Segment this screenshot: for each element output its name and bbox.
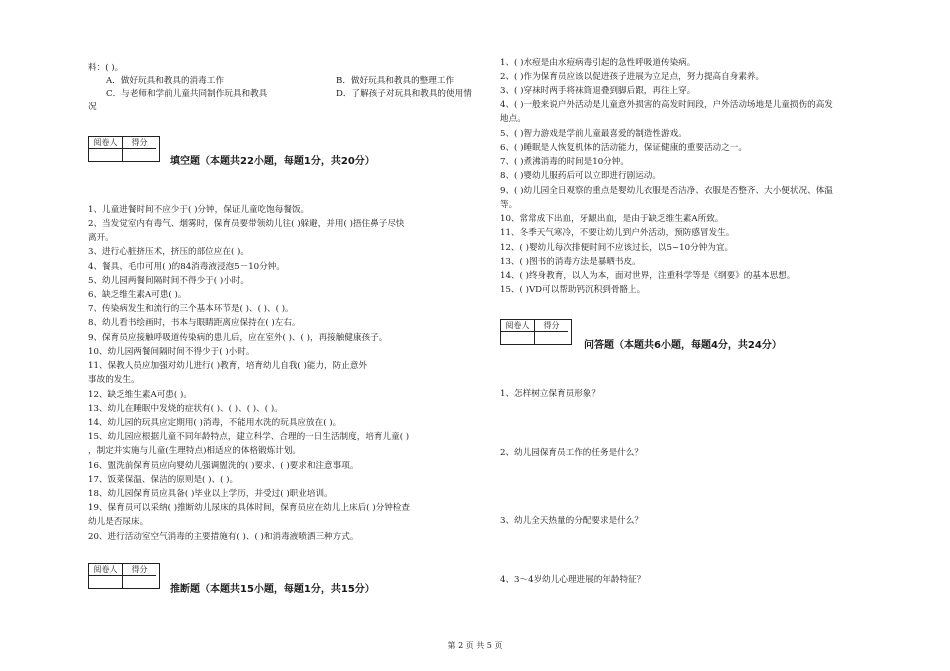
section-heading-judge: 推断题（本题共15小题，每题1分，共15分） — [170, 584, 375, 595]
fill-item: 14、幼儿园的玩具应定期用( )消毒，不能用水洗的玩具应放在( )。 — [88, 418, 342, 428]
qa-question: 2、幼儿园保育员工作的任务是什么？ — [500, 448, 643, 458]
score-box-qa — [500, 319, 572, 345]
fill-item: 15、幼儿园应根据儿童不同年龄特点，建立科学、合理的一日生活制度，培育儿童( ) — [88, 432, 410, 442]
score-label: 得分 — [123, 564, 156, 576]
score-label: 得分 — [535, 320, 568, 332]
fill-item: 16、盥洗前保育员应向婴幼儿强调盥洗的( )要求、( )要求和注意事项。 — [88, 461, 359, 471]
judge-item: 10、常常成下出血，牙龈出血，是由于缺乏维生素A所致。 — [500, 214, 724, 224]
score-box-judge — [88, 563, 160, 589]
fill-item: 17、饭菜保温、保洁的原则是( )、( )。 — [88, 475, 239, 485]
judge-item: 15、( )VD可以帮助钙沉积到骨骼上。 — [500, 285, 646, 295]
intro-line-5: 况 — [88, 102, 97, 112]
grader-label: 阅卷人 — [89, 564, 122, 576]
page-number: 第 2 页 共 5 页 — [447, 641, 503, 650]
fill-item: 19、保育员可以采纳( )推断幼儿尿床的具体时间，保育员应在幼儿上床后( )分钟检查 — [88, 503, 410, 513]
fill-item: 11、保教人员应加强对幼儿进行( )教育，培育幼儿自我( )能力，防止意外 — [88, 361, 368, 371]
judge-item: 14、( )终身教育，以人为本，面对世界，注重科学等是《纲要》的基本思想。 — [500, 271, 796, 281]
fill-item: 8、幼儿看书绘画时，书本与眼睛距离应保持在( )左右。 — [88, 318, 301, 328]
judge-item: 11、冬季天气寒冷，不要让幼儿到户外活动，预防感冒发生。 — [500, 228, 735, 238]
intro-line-0: 料：( )。 — [88, 63, 124, 73]
judge-item-cont: 地点。 — [500, 114, 526, 124]
judge-item: 6、( )睡眠是人恢复机体的活动能力，保证健康的重要活动之一。 — [500, 143, 747, 153]
judge-item: 5、( )智力游戏是学前儿童最喜爱的制造性游戏。 — [500, 129, 687, 139]
judge-item: 12、( )婴幼儿每次排便时间不应该过长，以5~10分钟为宜。 — [500, 243, 734, 253]
fill-item: 6、缺乏维生素A可患( )。 — [88, 290, 187, 300]
fill-item: 2、当发觉室内有毒气、烟雾时，保育员要带领幼儿往( )躲避，并用( )捂住鼻子尽快 — [88, 219, 405, 229]
section-heading-qa: 问答题（本题共6小题，每题4分，共24分） — [584, 340, 782, 351]
fill-item: 18、幼儿园保育员应具备( )毕业以上学历，并受过( )职业培训。 — [88, 489, 333, 499]
fill-item-cont: 离开。 — [88, 233, 114, 243]
option-d: D．了解孩子对玩具和教具的使用情 — [336, 89, 472, 99]
judge-item: 4、( )一般来说户外活动是儿童意外损害的高发时间段，户外活动场地是儿童损伤的高发 — [500, 100, 833, 110]
score-box-fill — [88, 136, 160, 162]
qa-question: 3、幼儿全天热量的分配要求是什么？ — [500, 516, 643, 526]
fill-item: 7、传染病发生和流行的三个基本环节是( )、( )、( )。 — [88, 304, 294, 314]
judge-item: 13、( )图书的消毒方法是暴晒书皮。 — [500, 257, 641, 267]
option-c: C．与老师和学前儿童共同制作玩具和教具 — [106, 89, 268, 99]
fill-item: 5、幼儿园两餐间隔时间不得少于( )小时。 — [88, 276, 249, 286]
judge-item-cont: 等。 — [500, 200, 518, 210]
judge-item: 2、( )作为保育员应该以促进孩子进展为立足点，努力提高自身素养。 — [500, 72, 765, 82]
judge-item: 1、( )水痘是由水痘病毒引起的急性呼吸道传染病。 — [500, 58, 696, 68]
qa-question: 1、怎样树立保育员形象？ — [500, 389, 600, 399]
fill-item: 20、进行活动室空气消毒的主要措施有( )、( )和消毒液喷洒三种方式。 — [88, 532, 359, 542]
fill-item-cont: 事故的发生。 — [88, 375, 140, 385]
option-b: B．做好玩具和教具的整理工作 — [336, 76, 455, 86]
fill-item: 3、进行心脏挤压术，挤压的部位应在( )。 — [88, 247, 249, 257]
section-heading-fill: 填空题（本题共22小题，每题1分，共20分） — [170, 156, 375, 167]
score-label: 得分 — [123, 137, 156, 149]
grader-label: 阅卷人 — [501, 320, 534, 332]
fill-item: 12、缺乏维生素A可患( )。 — [88, 390, 192, 400]
fill-item: 10、幼儿园两餐间隔时间不得少于( )小时。 — [88, 347, 255, 357]
judge-item: 7、( )煮沸消毒的时间是10分钟。 — [500, 157, 629, 167]
judge-item: 8、( )婴幼儿服药后可以立即进行剧运动。 — [500, 171, 661, 181]
fill-item: 13、幼儿在睡眠中发烧的症状有( )、( )、( )、( )。 — [88, 404, 283, 414]
judge-item: 3、( )穿袜时两手将袜筒退叠到脚后跟，再往上穿。 — [500, 86, 696, 96]
fill-item: 9、保育员应接触呼吸道传染病的患儿后，应在室外( )、( )，再接触健康孩子。 — [88, 333, 388, 343]
fill-item: 4、餐具、毛巾可用( )的84消毒液浸泡5－10分钟。 — [88, 262, 285, 272]
judge-item: 9、( )幼儿园全日观察的重点是婴幼儿衣服是否洁净、衣服是否整齐、大小便状况、体温 — [500, 186, 833, 196]
option-a: A．做好玩具和教具的消毒工作 — [106, 76, 224, 86]
fill-item-cont: 幼儿是否尿床。 — [88, 517, 149, 527]
grader-label: 阅卷人 — [89, 137, 122, 149]
fill-item: 1、儿童进餐时间不应少于( )分钟，保证儿童吃饱每餐饭。 — [88, 205, 310, 215]
qa-question: 4、3～4岁幼儿心理进展的年龄特征？ — [500, 575, 646, 585]
fill-item-cont: ，制定并实施与儿童(生理特点)相适应的体格锻炼计划。 — [88, 446, 301, 456]
